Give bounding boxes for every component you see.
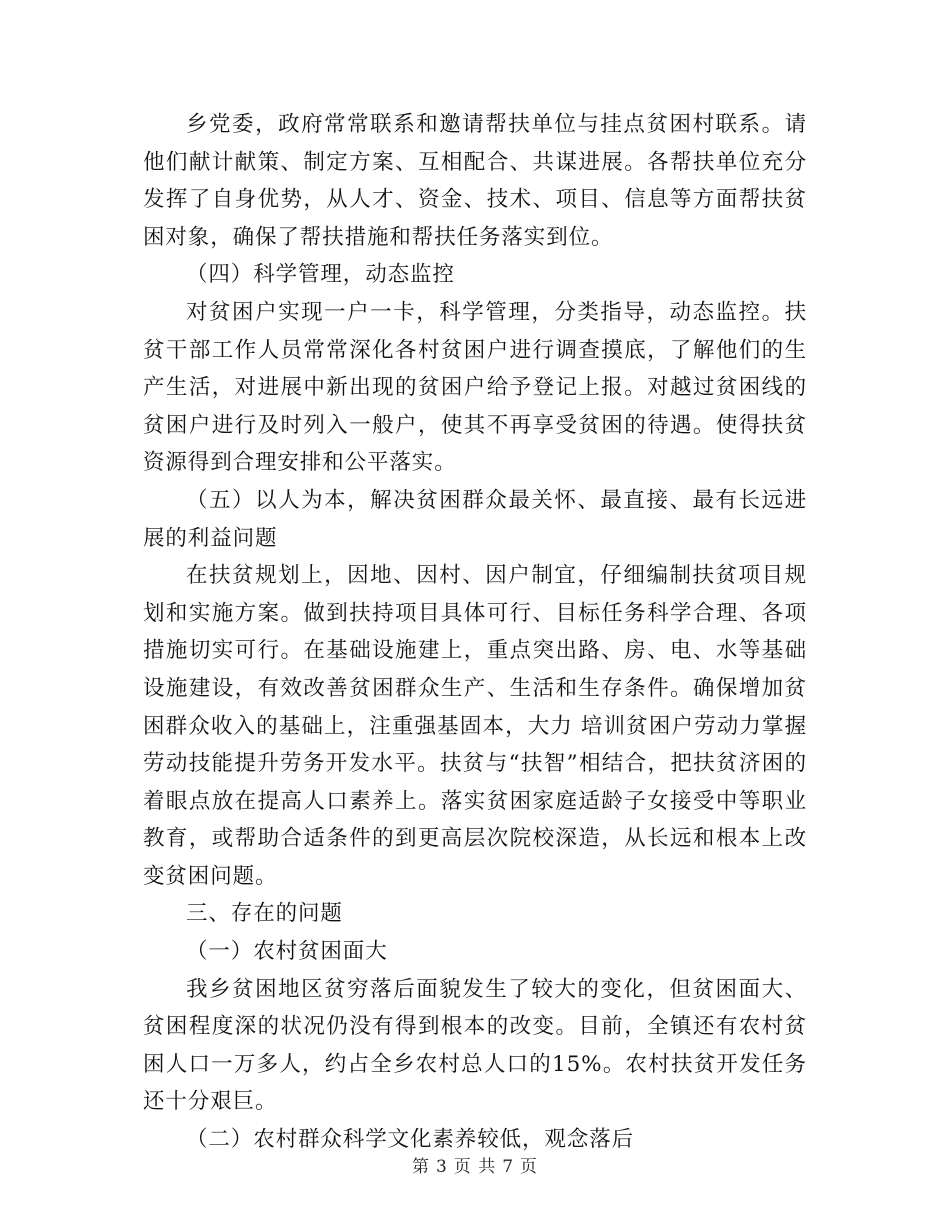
paragraph-4: 我乡贫困地区贫穷落后面貌发生了较大的变化，但贫困面大、贫困程度深的状况仍没有得到根本的改变。目前，全镇还有农村贫困人口一万多人，约占全乡农村总人口的15%。农村扶贫开发任务还十分艰巨。 bbox=[143, 976, 807, 1115]
page-footer bbox=[0, 1152, 950, 1177]
paragraph-1: 乡党委，政府常常联系和邀请帮扶单位与挂点贫困村联系。请他们献计献策、制定方案、互相配合、共谋进展。各帮扶单位充分发挥了自身优势，从人才、资金、技术、项目、信息等方面帮扶贫困对象，确保了帮扶措施和帮扶任务落实到位。 bbox=[143, 112, 807, 250]
chapter-heading-3: 三、存在的问题 bbox=[186, 901, 343, 927]
footer-page-number: 3 bbox=[435, 1157, 448, 1177]
section-heading-4: （四）科学管理，动态监控 bbox=[186, 262, 455, 288]
paragraph-2: 对贫困户实现一户一卡，科学管理，分类指导，动态监控。扶贫干部工作人员常常深化各村贫困户进行调查摸底，了解他们的生产生活，对进展中新出现的贫困户给予登记上报。对越过贫困线的贫困户进行及时列入一般户，使其不再享受贫困的待遇。使得扶贫资源得到合理安排和公平落实。 bbox=[143, 299, 807, 476]
footer-total-pages: 7 bbox=[502, 1157, 515, 1177]
problem-heading-2: （二）农村群众科学文化素养较低，观念落后 bbox=[186, 1127, 635, 1153]
footer-suffix: 页 bbox=[520, 1157, 539, 1177]
document-body bbox=[143, 106, 807, 1159]
problem-heading-1: （一）农村贫困面大 bbox=[186, 939, 388, 965]
paragraph-3: 在扶贫规划上，因地、因村、因户制宜，仔细编制扶贫项目规划和实施方案。做到扶持项目具体可行、目标任务科学合理、各项措施切实可行。在基础设施建上，重点突出路、房、电、水等基础设施建设，有效改善贫困群众生产、生活和生存条件。确保增加贫困群众收入的基础上，注重强基固本，大力 培训贫困户劳动力掌握劳动技能提升劳务开发水平。扶贫与“扶智”相结合，把扶贫济困的着眼点放在提高人口素养上。落实贫困家庭适龄子女接受中等职业教育，或帮助合适条件的到更高层次院校深造，从长远和根本上改变贫困问题。 bbox=[143, 563, 807, 889]
section-heading-5: （五）以人为本，解决贫困群众最关怀、最直接、最有长远进展的利益问题 bbox=[143, 487, 807, 551]
footer-prefix: 第 bbox=[411, 1157, 430, 1177]
footer-middle: 页 共 bbox=[453, 1157, 497, 1177]
